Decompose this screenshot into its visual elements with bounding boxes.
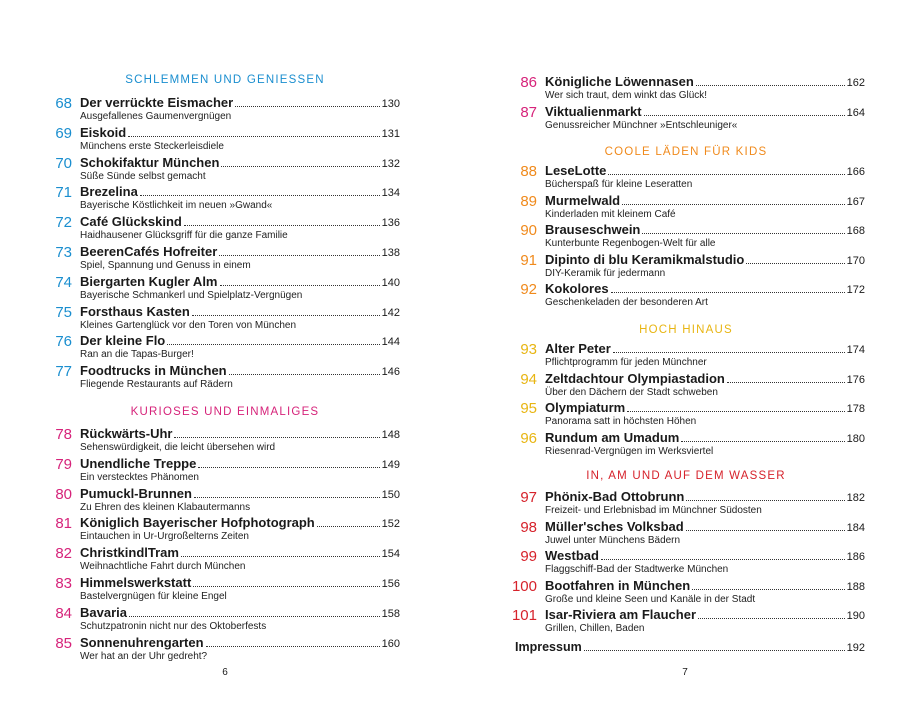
- entry-subtitle: Sehenswürdigkeit, die leicht übersehen wird: [80, 442, 276, 453]
- entry-page-number: 167: [846, 195, 865, 208]
- toc-entry[interactable]: [0, 304, 455, 334]
- entry-title[interactable]: Bavaria: [80, 604, 127, 620]
- leader-dots: [686, 499, 844, 501]
- entry-title[interactable]: Kokolores: [545, 281, 609, 297]
- entry-subtitle: Über den Dächern der Stadt schweben: [545, 386, 718, 398]
- leader-dots: [174, 436, 379, 438]
- entry-title-row[interactable]: [545, 74, 865, 91]
- entry-page-number: 186: [846, 551, 865, 564]
- entry-page-number: 188: [846, 580, 865, 593]
- entry-subtitle: Ein verstecktes Phänomen: [80, 471, 199, 483]
- entry-page-number: 136: [381, 217, 400, 230]
- entry-title-row[interactable]: [80, 184, 400, 201]
- entry-subtitle: Freizeit- und Erlebnisbad im Münchner Südosten: [545, 505, 762, 516]
- entry-title-row[interactable]: [545, 400, 865, 417]
- entry-page-number: 150: [381, 488, 400, 501]
- entry-subtitle: Fliegende Restaurants auf Rädern: [80, 379, 233, 391]
- section-heading: SCHLEMMEN UND GENIESSEN: [125, 74, 325, 86]
- leader-dots: [584, 649, 845, 651]
- entry-number: 88: [520, 163, 537, 180]
- toc-entry[interactable]: [455, 163, 910, 193]
- entry-title[interactable]: Viktualienmarkt: [545, 103, 642, 119]
- entry-title[interactable]: Olympiaturm: [545, 400, 626, 416]
- entry-subtitle: Große und kleine Seen und Kanäle in der Stadt: [545, 593, 756, 605]
- entry-title-row[interactable]: [80, 214, 400, 231]
- entry-subtitle: Riesenrad-Vergnügen im Werksviertel: [545, 445, 714, 457]
- entry-title[interactable]: Brezelina: [80, 184, 138, 200]
- entry-page-number: 152: [381, 518, 400, 531]
- toc-entry[interactable]: [455, 193, 910, 223]
- entry-title[interactable]: Rundum am Umadum: [545, 429, 680, 445]
- entry-title-row[interactable]: [80, 125, 400, 142]
- entry-number: 72: [55, 214, 72, 232]
- toc-entry[interactable]: [0, 486, 455, 516]
- entry-page-number: 162: [846, 77, 865, 89]
- entry-title-row[interactable]: [80, 274, 400, 291]
- toc-entry[interactable]: [0, 363, 455, 393]
- entry-subtitle: Kinderladen mit kleinem Café: [545, 208, 676, 220]
- entry-subtitle: Juwel unter Münchens Bädern: [545, 534, 681, 546]
- entry-number: 69: [55, 124, 72, 142]
- entry-subtitle: Süße Sünde selbst gemacht: [80, 170, 206, 182]
- entry-title[interactable]: Dipinto di blu Keramikmalstudio: [545, 251, 745, 267]
- entry-number: 81: [55, 515, 72, 533]
- entry-title-row[interactable]: [545, 607, 865, 624]
- entry-title-row[interactable]: [80, 333, 400, 350]
- entry-title[interactable]: Murmelwald: [545, 192, 621, 208]
- toc-entry[interactable]: [0, 274, 455, 304]
- entry-number: 82: [55, 545, 72, 563]
- toc-entry[interactable]: [0, 333, 455, 363]
- entry-title[interactable]: ChristkindlTram: [80, 545, 179, 561]
- toc-entry[interactable]: [0, 214, 455, 244]
- entry-number: 68: [55, 95, 72, 112]
- toc-entry[interactable]: [455, 74, 910, 104]
- impressum-entry[interactable]: [515, 640, 865, 657]
- toc-entry[interactable]: [455, 430, 910, 460]
- entry-subtitle: Bastelvergnügen für kleine Engel: [80, 591, 227, 602]
- entry-number: 84: [55, 604, 72, 622]
- entry-page-number: 176: [846, 373, 865, 386]
- entry-title[interactable]: Der kleine Flo: [80, 333, 166, 349]
- entry-number: 89: [520, 192, 537, 210]
- entry-subtitle: Wer hat an der Uhr gedreht?: [80, 650, 208, 662]
- entry-title[interactable]: LeseLotte: [545, 163, 607, 178]
- entry-title[interactable]: Unendliche Treppe: [80, 455, 197, 471]
- entry-number: 83: [55, 575, 72, 592]
- entry-number: 74: [55, 273, 72, 291]
- entry-title-row[interactable]: [545, 222, 865, 239]
- toc-entry[interactable]: [0, 155, 455, 185]
- leader-dots: [698, 617, 845, 619]
- entry-page-number: 140: [381, 276, 400, 289]
- entry-title-row[interactable]: [545, 252, 865, 269]
- entry-title-row[interactable]: [545, 193, 865, 210]
- entry-number: 98: [520, 518, 537, 536]
- entry-number: 71: [55, 184, 72, 202]
- entry-number: 95: [520, 400, 537, 418]
- section-heading: IN, AM UND AUF DEM WASSER: [586, 470, 786, 482]
- entry-page-number: 158: [381, 607, 400, 620]
- toc-entry[interactable]: [455, 489, 910, 519]
- toc-entry[interactable]: [0, 95, 455, 125]
- entry-number: 77: [55, 363, 72, 381]
- entry-subtitle: Münchens erste Steckerleisdiele: [80, 140, 224, 152]
- entry-number: 85: [55, 634, 72, 652]
- leader-dots: [608, 173, 844, 175]
- toc-entry[interactable]: [0, 605, 455, 635]
- entry-number: 99: [520, 548, 537, 566]
- entry-number: 75: [55, 303, 72, 321]
- entry-number: 79: [55, 455, 72, 473]
- leader-dots: [696, 84, 845, 86]
- leader-dots: [128, 135, 379, 137]
- section-heading: COOLE LÄDEN FÜR KIDS: [604, 146, 768, 158]
- entry-title[interactable]: Pumuckl-Brunnen: [80, 485, 192, 501]
- entry-number: 93: [520, 341, 537, 358]
- entry-subtitle: Geschenkeladen der besonderen Art: [545, 297, 708, 309]
- toc-entry[interactable]: [0, 125, 455, 155]
- toc-entry[interactable]: [455, 548, 910, 578]
- entry-page-number: 178: [846, 403, 865, 416]
- entry-number: 100: [511, 577, 537, 595]
- entry-title-row[interactable]: [545, 578, 865, 595]
- leader-dots: [622, 203, 845, 205]
- entry-subtitle: Schutzpatronin nicht nur des Oktoberfests: [80, 620, 267, 632]
- toc-entry[interactable]: [455, 281, 910, 311]
- entry-page-number: 170: [846, 254, 865, 267]
- entry-number: 96: [520, 429, 537, 447]
- entry-subtitle: Bayerische Köstlichkeit im neuen »Gwand«: [80, 200, 273, 212]
- entry-subtitle: DIY-Keramik für jedermann: [545, 267, 666, 279]
- section-heading: KURIOSES UND EINMALIGES: [130, 406, 320, 418]
- entry-title[interactable]: Zeltdachtour Olympiastadion: [545, 370, 725, 386]
- entry-title-row[interactable]: [80, 575, 400, 592]
- entry-subtitle: Spiel, Spannung und Genuss in einem: [80, 260, 251, 271]
- entry-title-row[interactable]: [80, 304, 400, 321]
- entry-subtitle: Eintauchen in Ur-Urgroßelterns Zeiten: [80, 531, 249, 543]
- toc-entry[interactable]: [0, 515, 455, 545]
- leader-dots: [192, 314, 380, 316]
- entry-page-number: 184: [846, 521, 865, 534]
- leader-dots: [193, 585, 379, 587]
- toc-entry[interactable]: [0, 575, 455, 605]
- entry-title-row[interactable]: [80, 515, 400, 532]
- toc-entry[interactable]: [0, 635, 455, 665]
- entry-page-number: 154: [381, 548, 400, 561]
- entry-subtitle: Kleines Gartenglück vor den Toren von München: [80, 319, 297, 331]
- entry-number: 76: [55, 333, 72, 351]
- entry-title-row[interactable]: [545, 548, 865, 565]
- entry-title[interactable]: Biergarten Kugler Alm: [80, 273, 218, 289]
- leader-dots: [229, 373, 380, 375]
- toc-entry[interactable]: [455, 578, 910, 608]
- leader-dots: [167, 343, 379, 345]
- toc-entry[interactable]: [0, 545, 455, 575]
- entry-number: 94: [520, 370, 537, 388]
- entry-number: 80: [55, 485, 72, 503]
- entry-page-number: 160: [381, 637, 400, 650]
- leader-dots: [206, 645, 380, 647]
- entry-page-number: 149: [381, 458, 400, 471]
- entry-title[interactable]: Brauseschwein: [545, 222, 641, 238]
- entry-title[interactable]: Alter Peter: [545, 341, 611, 356]
- leader-dots: [601, 558, 845, 560]
- entry-number: 70: [55, 154, 72, 172]
- entry-title-row[interactable]: [545, 163, 865, 180]
- entry-title[interactable]: Schokifaktur München: [80, 154, 220, 170]
- leader-dots: [221, 165, 379, 167]
- entry-title[interactable]: Königliche Löwennasen: [545, 74, 694, 89]
- toc-entry[interactable]: [455, 222, 910, 252]
- leader-dots: [235, 105, 379, 107]
- leader-dots: [129, 615, 380, 617]
- leader-dots: [692, 588, 844, 590]
- entry-title[interactable]: Königlich Bayerischer Hofphotograph: [80, 515, 315, 531]
- entry-page-number: 148: [381, 429, 400, 441]
- toc-entry[interactable]: [455, 371, 910, 401]
- impressum-title[interactable]: Impressum: [515, 640, 582, 654]
- entry-title-row[interactable]: [545, 104, 865, 121]
- entry-title[interactable]: Foodtrucks in München: [80, 363, 227, 379]
- toc-entry[interactable]: [0, 456, 455, 486]
- entry-title-row[interactable]: [545, 371, 865, 388]
- entry-title[interactable]: Isar-Riviera am Flaucher: [545, 607, 697, 623]
- entry-page-number: 168: [846, 225, 865, 238]
- entry-title-row[interactable]: [80, 635, 400, 652]
- entry-page-number: 132: [381, 157, 400, 170]
- entry-number: 101: [511, 607, 537, 625]
- entry-subtitle: Bücherspaß für kleine Leseratten: [545, 179, 693, 190]
- toc-entry[interactable]: [455, 519, 910, 549]
- entry-subtitle: Grillen, Chillen, Baden: [545, 623, 645, 635]
- entry-number: 78: [55, 426, 72, 443]
- entry-title[interactable]: Eiskoid: [80, 124, 127, 140]
- leader-dots: [681, 440, 844, 442]
- entry-page-number: 156: [381, 578, 400, 590]
- entry-title[interactable]: Phönix-Bad Ottobrunn: [545, 489, 685, 504]
- entry-subtitle: Pflichtprogramm für jeden Münchner: [545, 357, 707, 368]
- entry-page-number: 190: [846, 610, 865, 623]
- impressum-page-number: 192: [846, 642, 865, 654]
- entry-subtitle: Ausgefallenes Gaumenvergnügen: [80, 111, 232, 122]
- entry-title[interactable]: Westbad: [545, 548, 599, 564]
- entry-title-row[interactable]: [80, 363, 400, 380]
- right-page: [455, 0, 910, 701]
- entry-page-number: 144: [381, 336, 400, 349]
- entry-title-row[interactable]: [80, 95, 400, 112]
- page-number: 6: [222, 667, 228, 678]
- entry-page-number: 180: [846, 432, 865, 445]
- entry-subtitle: Zu Ehren des kleinen Klabautermanns: [80, 501, 251, 513]
- entry-title-row[interactable]: [545, 519, 865, 536]
- entry-title-row[interactable]: [545, 341, 865, 358]
- leader-dots: [644, 114, 845, 116]
- entry-subtitle: Weihnachtliche Fahrt durch München: [80, 561, 246, 573]
- leader-dots: [220, 284, 380, 286]
- entry-title[interactable]: Forsthaus Kasten: [80, 303, 190, 319]
- entry-page-number: 142: [381, 306, 400, 319]
- entry-subtitle: Bayerische Schmankerl und Spielplatz-Vergnügen: [80, 289, 303, 301]
- entry-title-row[interactable]: [545, 281, 865, 298]
- entry-page-number: 164: [846, 106, 865, 119]
- leader-dots: [184, 224, 380, 226]
- entry-title-row[interactable]: [80, 456, 400, 473]
- entry-title-row[interactable]: [80, 545, 400, 562]
- entry-page-number: 131: [381, 127, 400, 140]
- entry-title-row[interactable]: [80, 605, 400, 622]
- leader-dots: [194, 496, 380, 498]
- toc-entry[interactable]: [0, 184, 455, 214]
- toc-entry[interactable]: [455, 607, 910, 637]
- leader-dots: [140, 194, 380, 196]
- entry-title[interactable]: Himmelswerkstatt: [80, 575, 192, 590]
- entry-number: 90: [520, 222, 537, 240]
- entry-page-number: 182: [846, 492, 865, 504]
- leader-dots: [181, 555, 380, 557]
- section-heading: HOCH HINAUS: [639, 324, 733, 336]
- entry-number: 86: [520, 74, 537, 91]
- toc-entry[interactable]: [455, 252, 910, 282]
- entry-title-row[interactable]: [545, 489, 865, 506]
- entry-title-row[interactable]: [545, 430, 865, 447]
- leader-dots: [611, 291, 845, 293]
- leader-dots: [317, 525, 380, 527]
- entry-page-number: 138: [381, 247, 400, 259]
- entry-subtitle: Genussreicher Münchner »Entschleuniger«: [545, 119, 738, 131]
- entry-title-row[interactable]: [80, 244, 400, 261]
- entry-number: 92: [520, 281, 537, 299]
- entry-page-number: 172: [846, 284, 865, 297]
- toc-entry[interactable]: [0, 426, 455, 456]
- entry-title[interactable]: BeerenCafés Hofreiter: [80, 244, 218, 259]
- entry-subtitle: Haidhausener Glücksgriff für die ganze Familie: [80, 230, 288, 242]
- entry-title[interactable]: Der verrückte Eismacher: [80, 95, 234, 110]
- entry-page-number: 146: [381, 366, 400, 379]
- entry-page-number: 166: [846, 166, 865, 178]
- leader-dots: [686, 529, 845, 531]
- entry-subtitle: Ran an die Tapas-Burger!: [80, 349, 194, 361]
- leader-dots: [219, 254, 379, 256]
- leader-dots: [642, 232, 844, 234]
- toc-entry[interactable]: [0, 244, 455, 274]
- entry-number: 73: [55, 244, 72, 261]
- leader-dots: [727, 381, 845, 383]
- entry-title[interactable]: Sonnenuhrengarten: [80, 634, 204, 650]
- page-number: 7: [682, 667, 688, 678]
- entry-title-row[interactable]: [80, 486, 400, 503]
- entry-subtitle: Kunterbunte Regenbogen-Welt für alle: [545, 238, 716, 250]
- leader-dots: [613, 351, 845, 353]
- entry-number: 97: [520, 489, 537, 506]
- entry-page-number: 174: [846, 344, 865, 356]
- leader-dots: [627, 410, 844, 412]
- leader-dots: [746, 262, 844, 264]
- entry-title[interactable]: Rückwärts-Uhr: [80, 426, 173, 441]
- entry-page-number: 134: [381, 187, 400, 200]
- entry-title[interactable]: Müller'sches Volksbad: [545, 518, 684, 534]
- entry-number: 91: [520, 251, 537, 269]
- entry-title-row[interactable]: [80, 155, 400, 172]
- entry-title-row[interactable]: [80, 426, 400, 443]
- toc-entry[interactable]: [455, 104, 910, 134]
- entry-title[interactable]: Bootfahren in München: [545, 577, 691, 593]
- entry-number: 87: [520, 103, 537, 121]
- entry-title[interactable]: Café Glückskind: [80, 214, 182, 230]
- entry-subtitle: Wer sich traut, dem winkt das Glück!: [545, 90, 708, 101]
- toc-entry[interactable]: [455, 341, 910, 371]
- entry-page-number: 130: [381, 98, 400, 110]
- leader-dots: [198, 466, 379, 468]
- toc-entry[interactable]: [455, 400, 910, 430]
- entry-subtitle: Flaggschiff-Bad der Stadtwerke München: [545, 564, 729, 576]
- entry-subtitle: Panorama satt in höchsten Höhen: [545, 416, 697, 428]
